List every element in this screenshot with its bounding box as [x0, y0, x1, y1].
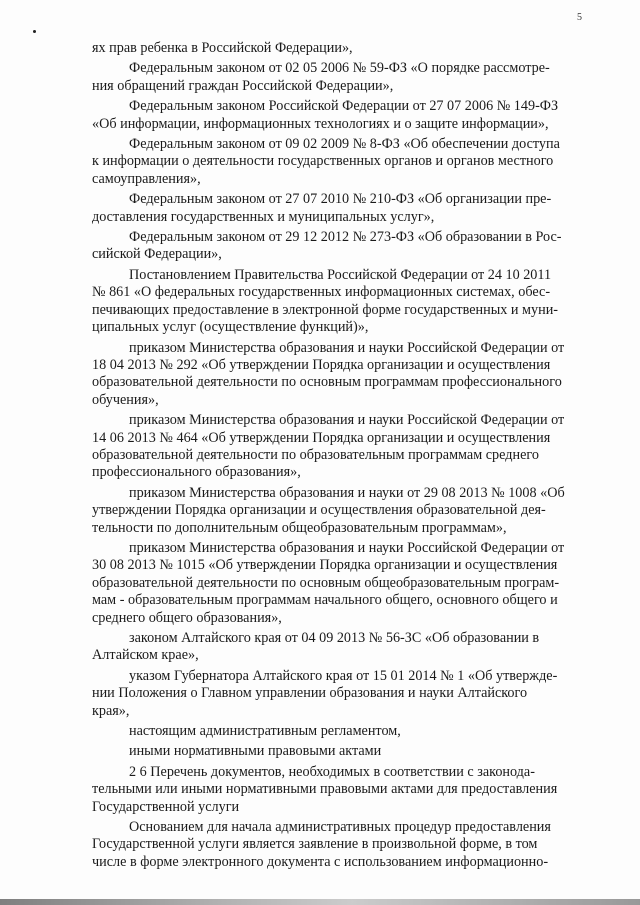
text-line: приказом Министерства образования и науки Российской Федерации от — [129, 539, 565, 556]
paragraph — [92, 267, 583, 337]
text-line: Федеральным законом от 09 02 2009 № 8-ФЗ «Об обеспечении доступа — [129, 136, 560, 153]
text-line: иными нормативными правовыми актами — [129, 743, 382, 760]
paragraph — [92, 723, 583, 740]
text-line: образовательной деятельности по основным программам профессионального — [92, 374, 562, 391]
text-line: мам - образовательным программам начального общего, основного общего и — [92, 592, 558, 609]
text-line: самоуправления», — [92, 170, 201, 187]
text-line: обучения», — [92, 391, 159, 408]
paragraph — [92, 764, 583, 816]
text-line: указом Губернатора Алтайского края от 15 01 2014 № 1 «Об утвержде- — [129, 667, 558, 684]
paragraph — [92, 743, 583, 760]
text-line: законом Алтайского края от 04 09 2013 № 56-ЗС «Об образовании в — [129, 630, 540, 646]
text-line: Федеральным законом от 29 12 2012 № 273-ФЗ «Об образовании в Рос- — [129, 229, 562, 246]
text-line: тельными или иными нормативными правовыми актами для предоставления — [92, 781, 558, 798]
text-line: приказом Министерства образования и науки Российской Федерации от — [129, 412, 565, 429]
text-line: Федеральным законом Российской Федерации от 27 07 2006 № 149-ФЗ — [129, 98, 559, 115]
text-line: Постановлением Правительства Российской Федерации от 24 10 2011 — [129, 266, 552, 283]
paragraph — [92, 540, 583, 627]
text-line: сийской Федерации», — [92, 246, 222, 263]
paragraph — [92, 340, 583, 410]
text-line: нии Положения о Главном управлении образования и науки Алтайского — [92, 685, 528, 702]
text-line: ях прав ребенка в Российской Федерации», — [92, 40, 353, 56]
page-number: 5 — [577, 12, 582, 23]
text-line: 2 6 Перечень документов, необходимых в соответствии с законода- — [129, 763, 535, 780]
text-line: Государственной услуги — [92, 798, 240, 815]
paragraph — [92, 191, 583, 226]
paragraph — [92, 136, 583, 188]
paragraph — [92, 668, 583, 720]
paragraph — [92, 630, 583, 665]
text-line: Основанием для начала административных процедур предоставления — [129, 819, 551, 836]
text-line: образовательной деятельности по образовательным программам среднего — [92, 446, 539, 463]
paragraph — [92, 98, 583, 133]
text-line: числе в форме электронного документа с использованием информационно- — [92, 853, 549, 870]
paragraph — [92, 60, 583, 95]
paragraph — [92, 40, 583, 57]
text-line: ципальных услуг (осуществление функций)», — [92, 319, 369, 336]
text-line: края», — [92, 702, 130, 719]
paragraph — [92, 412, 583, 482]
text-line: 18 04 2013 № 292 «Об утверждении Порядка организации и осуществления — [92, 356, 551, 373]
text-line: «Об информации, информационных технологиях и о защите информации», — [92, 115, 549, 132]
text-line: Федеральным законом от 27 07 2010 № 210-ФЗ «Об организации пре- — [129, 191, 552, 208]
text-line: приказом Министерства образования и науки Российской Федерации от — [129, 339, 565, 356]
text-line: к информации о деятельности государственных органов и органов местного — [92, 153, 554, 170]
text-line: среднего общего образования», — [92, 609, 282, 626]
text-line: тельности по дополнительным общеобразовательным программам», — [92, 519, 507, 536]
text-line: Алтайском крае», — [92, 647, 199, 664]
text-line: 30 08 2013 № 1015 «Об утверждении Порядка организации и осуществления — [92, 557, 558, 574]
text-line: настоящим административным регламентом, — [129, 723, 401, 740]
paragraph — [92, 229, 583, 264]
paragraph — [92, 819, 583, 871]
text-line: приказом Министерства образования и науки от 29 08 2013 № 1008 «Об — [129, 484, 565, 501]
text-line: утверждении Порядка организации и осуществления образовательной дея- — [92, 502, 546, 519]
text-line: 14 06 2013 № 464 «Об утверждении Порядка организации и осуществления — [92, 429, 551, 446]
text-line: Федеральным законом от 02 05 2006 № 59-ФЗ «О порядке рассмотре- — [129, 60, 550, 77]
text-line: профессионального образования», — [92, 464, 301, 481]
document-body — [92, 40, 583, 871]
paragraph — [92, 485, 583, 537]
text-line: № 861 «О федеральных государственных информационных системах, обес- — [92, 284, 551, 301]
scan-bottom-edge — [0, 899, 640, 905]
text-line: печивающих предоставление в электронной форме государственных и муни- — [92, 301, 559, 318]
text-line: Государственной услуги является заявление в произвольной форме, в том — [92, 836, 538, 853]
text-line: ния обращений граждан Российской Федерации», — [92, 77, 394, 94]
text-line: образовательной деятельности по основным общеобразовательным програм- — [92, 574, 560, 591]
scan-speck — [33, 30, 36, 33]
text-line: доставления государственных и муниципальных услуг», — [92, 208, 435, 225]
